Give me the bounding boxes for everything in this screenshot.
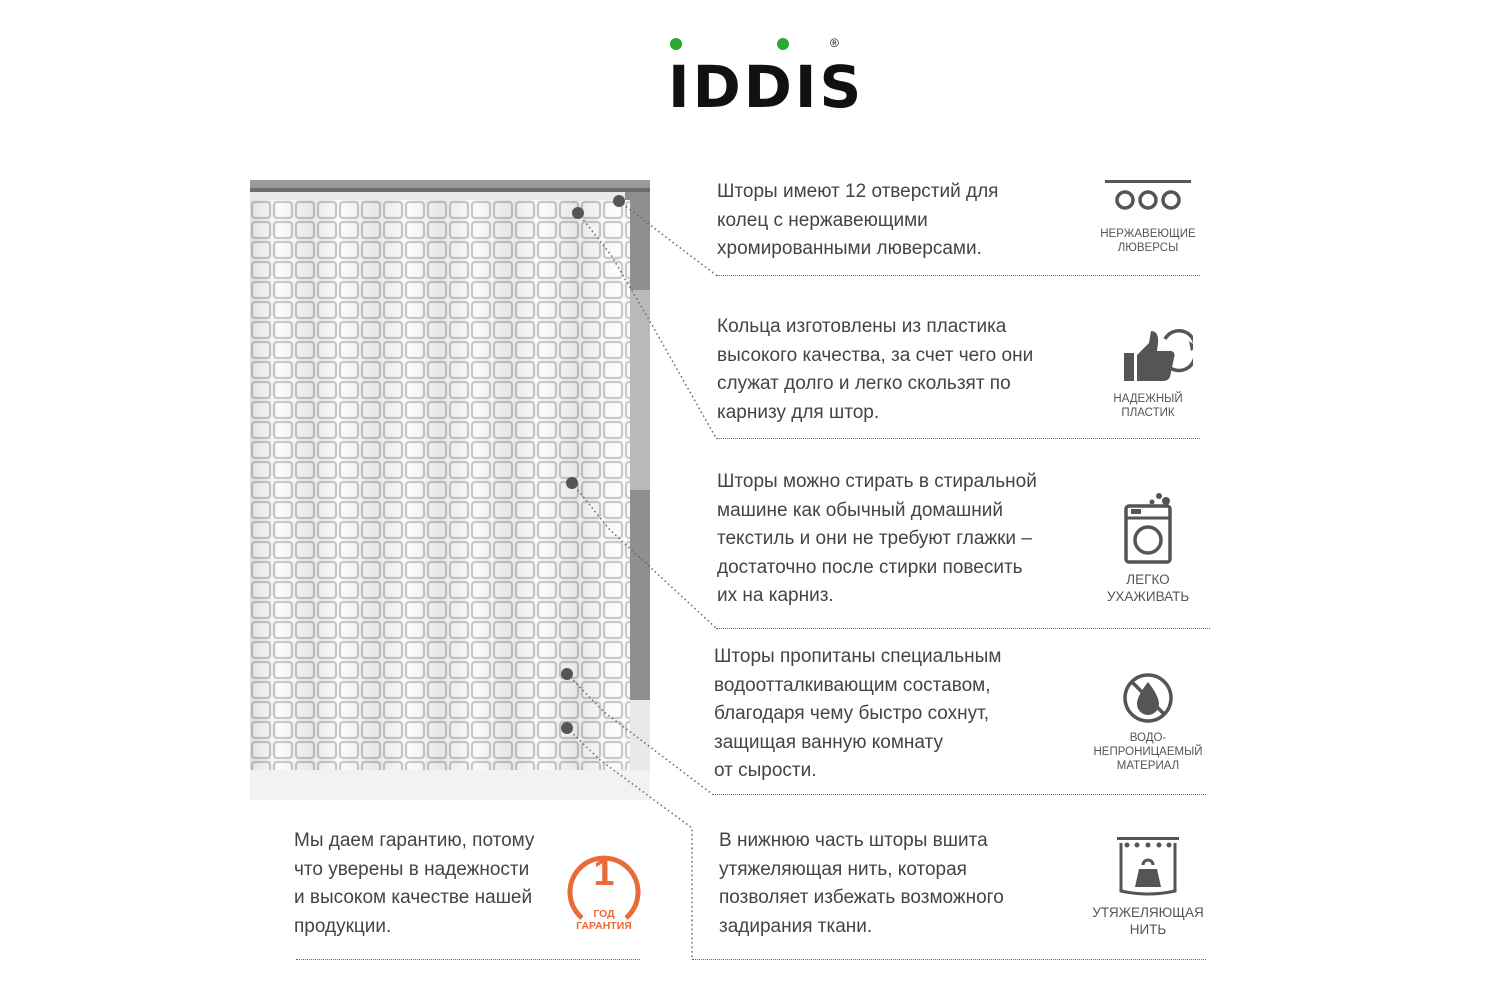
- warranty-badge-number: 1: [593, 852, 615, 894]
- registered-mark: ®: [830, 36, 839, 50]
- separator-line: [716, 438, 1200, 439]
- warranty-badge: [562, 840, 646, 940]
- no-water-drop-icon: [1103, 672, 1193, 726]
- logo-text: IDDIS: [668, 53, 865, 121]
- separator-line: [716, 275, 1200, 276]
- brand-logo: [640, 30, 865, 121]
- curtain-photo: [250, 180, 650, 800]
- feature-text-washing: Шторы можно стирать в стиральной машине как обычный домашний текстиль и они не требуют глажки – достаточно после стирки повесить их на карниз.: [717, 471, 1037, 606]
- weight-curtain-icon: [1103, 835, 1193, 899]
- feature-text-rings: Кольца изготовлены из пластика высокого качества, за счет чего они служат долго и легко скользят по карнизу для штор.: [717, 316, 1034, 423]
- warranty-badge-caption: ГОД ГАРАНТИЯ: [576, 908, 632, 932]
- feature-icon-washing: [1083, 490, 1213, 605]
- icon-label-washing: ЛЕГКО УХАЖИВАТЬ: [1106, 572, 1190, 604]
- feature-text-grommets: Шторы имеют 12 отверстий для колец с нержавеющими хромированными люверсами.: [717, 181, 999, 259]
- thumbs-up-recycle-icon: [1103, 325, 1193, 387]
- separator-line: [296, 959, 640, 960]
- logo-dot: [670, 38, 682, 50]
- feature-icon-weight: [1083, 835, 1213, 938]
- feature-text-weight: В нижнюю часть шторы вшита утяжеляющая нить, которая позволяет избежать возможного задирания ткани.: [719, 830, 1004, 937]
- separator-line: [712, 794, 1206, 795]
- feature-icon-waterproof: [1083, 672, 1213, 773]
- washing-machine-icon: [1103, 490, 1193, 566]
- warranty-text: Мы даем гарантию, потому что уверены в надежности и высоком качестве нашей продукции.: [294, 830, 535, 937]
- icon-label-waterproof: ВОДО- НЕПРОНИЦАЕМЫЙ МАТЕРИАЛ: [1093, 732, 1203, 772]
- logo-dot: [777, 38, 789, 50]
- feature-icon-rings: [1083, 325, 1213, 420]
- feature-text-waterproof: Шторы пропитаны специальным водоотталкивающим составом, благодаря чему быстро сохнут, защищая ванную комнату от сырости.: [714, 646, 1002, 781]
- separator-line: [692, 959, 1206, 960]
- icon-label-grommets: НЕРЖАВЕЮЩИЕ ЛЮВЕРСЫ: [1100, 228, 1196, 254]
- grommet-rail-icon: [1103, 180, 1193, 222]
- feature-icon-grommets: [1083, 180, 1213, 255]
- separator-line: [716, 628, 1210, 629]
- icon-label-rings: НАДЕЖНЫЙ ПЛАСТИК: [1113, 393, 1183, 419]
- icon-label-weight: УТЯЖЕЛЯЮЩАЯ НИТЬ: [1092, 905, 1204, 937]
